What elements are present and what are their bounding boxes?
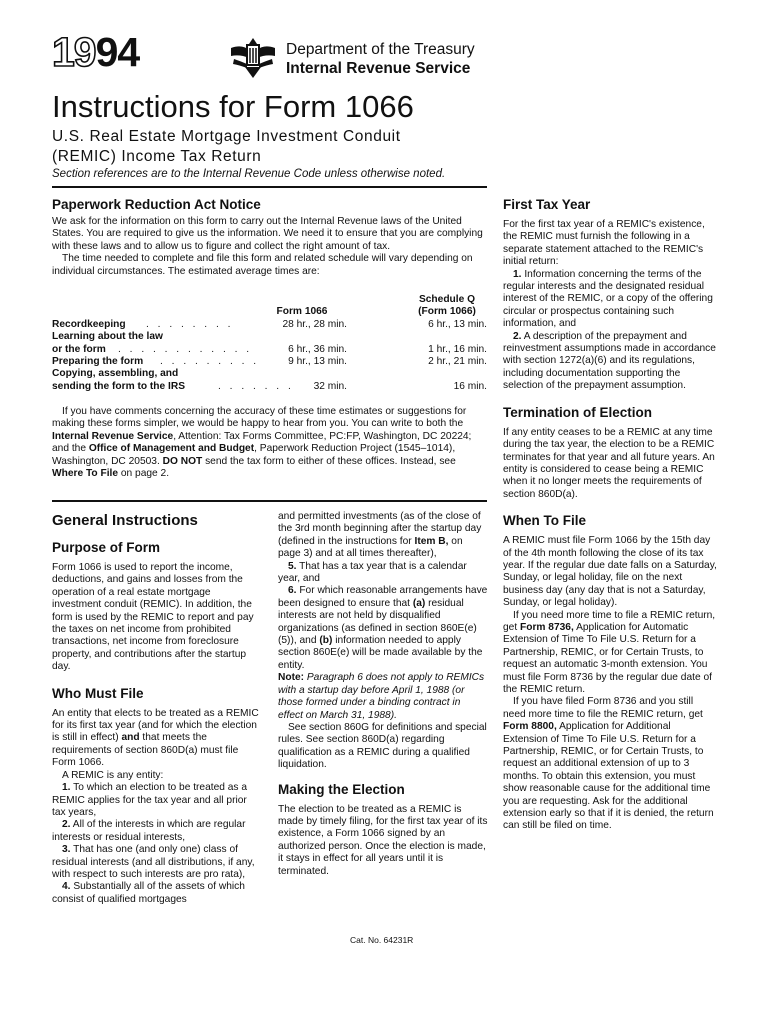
when-to-file-paragraph: A REMIC must file Form 1066 by the 15th day of the 4th month following the close of its tax year. If the regular due date falls on a Saturday, Sunday, or legal holiday, file on the next business day (any day that is not a Saturday, Sunday, or legal holiday). — [503, 535, 717, 609]
form-year: 1994 — [52, 29, 140, 75]
general-instructions-column — [52, 512, 262, 906]
list-item-continuation: and permitted investments (as of the close of the 3rd month beginning after the startup day (defined in the instructions for Item B, on page 3) and at all times thereafter), — [278, 511, 482, 560]
table-row-label-line: Copying, assembling, and — [52, 368, 179, 380]
department-name: Department of the Treasury — [286, 41, 475, 58]
agency-name: Internal Revenue Service — [286, 60, 471, 77]
purpose-heading: Purpose of Form — [52, 540, 161, 555]
making-election-heading: Making the Election — [278, 781, 405, 797]
making-election-paragraph: The election to be treated as a REMIC is made by timely filing, for the first tax year of its existence, a Form 1066 signed by an authorized person. Once the election is made, it stays in effect for all years until it is terminated. — [278, 803, 488, 877]
table-row: sending the form to the IRS . . . . . . . 32 min. 16 min. — [52, 380, 487, 392]
table-row: or the form . . . . . . . . . . . . 6 hr., 36 min. 1 hr., 16 min. — [52, 343, 487, 355]
section-reference-note: Section references are to the Internal Revenue Code unless otherwise noted. — [52, 168, 446, 180]
middle-column — [278, 511, 488, 878]
list-item: 3. That has one (and only one) class of residual interests (and all distributions, if any, with respect to such interests are pro rata), — [52, 844, 255, 880]
list-item: 4. Substantially all of the assets of which consist of qualified mortgages — [52, 881, 245, 905]
extension-paragraph-1: If you need more time to file a REMIC return, get Form 8736, Application for Automatic Extension of Time To File U.S. Return for a Partnership, REMIC, or for Certain Trusts, to request an automatic 3-month extension. You must file Form 8736 by the regular due date of the REMIC return. — [503, 609, 716, 695]
time-estimate-table — [52, 294, 487, 393]
paperwork-paragraph-3: If you have comments concerning the accuracy of these time estimates or suggestions for making these forms simpler, we would be happy to hear from you. You can write to both the Internal Revenue Service, Attention: Tax Forms Committee, PC:FP, Washington, DC 20224; and the Office of Management and Budget, Paperwork Reduction Project (1545–1014), Washington, DC 20503. DO NOT send the tax form to either of these offices. Instead, see Where To File on page 2. — [52, 406, 472, 480]
purpose-paragraph: Form 1066 is used to report the income, deductions, and gains and losses from the operation of a real estate mortgage investment conduit (REMIC). In addition, the form is used by the REMIC to report and pay the taxes on net income from prohibited transactions, net income from foreclosure property, and contributions after the startup day. — [52, 562, 254, 673]
who-must-file-paragraph: An entity that elects to be treated as a REMIC for its first tax year (and for which the election is still in effect) and that meets the requirements of section 860D(a) must file Form 1066. — [52, 707, 259, 769]
form-column-header: Form 1066 — [276, 306, 328, 318]
list-item: 1. Information concerning the terms of the regular interests and the designated residual interest of the REMIC, or a copy of the offering circular or prospectus containing such information, and — [503, 268, 713, 330]
irs-eagle-logo-icon — [228, 34, 278, 80]
right-column — [503, 197, 717, 833]
see-section-paragraph: See section 860G for definitions and special rules. See section 860D(a) regarding qualification as a REMIC during a qualified liquidation. — [278, 721, 487, 771]
list-item: 5. That has a tax year that is a calendar year, and — [278, 560, 467, 585]
first-tax-year-heading: First Tax Year — [503, 197, 591, 212]
header-divider — [52, 186, 487, 188]
schedule-column-header: Schedule Q — [418, 294, 476, 305]
paperwork-heading: Paperwork Reduction Act Notice — [52, 197, 261, 212]
who-must-file-heading: Who Must File — [52, 685, 144, 701]
termination-heading: Termination of Election — [503, 404, 653, 420]
paperwork-comments — [52, 406, 487, 480]
paperwork-paragraph-2: The time needed to complete and file this form and related schedule will vary depending on individual circumstances. The estimated average times are: — [52, 253, 473, 277]
list-item: 2. All of the interests in which are regular interests or residual interests, — [52, 819, 246, 843]
paperwork-paragraph-1: We ask for the information on this form to carry out the Internal Revenue laws of the United States. You are required to give us the information. We need it to ensure that you are complying with these laws and to allow us to figure and collect the right amount of tax. — [52, 216, 483, 252]
table-row: Recordkeeping . . . . . . . . 28 hr., 28 min. 6 hr., 13 min. — [52, 318, 487, 330]
extension-paragraph-2: If you have filed Form 8736 and you still need more time to file the REMIC return, get Form 8800, Application for Additional Extension of Time To File U.S. Return for a Partnership, REMIC, or for Certain Trusts, to request an additional extension of up to 3 months. To obtain this extension, you must show reasonable cause for the additional time you are requesting. Ask for the additional extension early so that if it is denied, the return can still be filed on time. — [503, 696, 714, 832]
schedule-column-header-2: (Form 1066) — [418, 306, 476, 318]
section-divider — [52, 500, 487, 502]
list-item: 6. For which reasonable arrangements have been designed to ensure that (a) residual interests are not held by disqualified organizations (as defined in section 860E(e)(5)), and (b) information needed to apply section 860E(e) will be made available by the entity. — [278, 585, 488, 671]
list-item: 2. A description of the prepayment and reinvestment assumptions made in accordance with section 1272(a)(6) and its regulations, including documentation supporting the selection of the prepayment assumption. — [503, 330, 716, 392]
catalog-number: Cat. No. 64231R — [350, 935, 414, 945]
paperwork-section — [52, 197, 487, 278]
first-tax-year-paragraph: For the first tax year of a REMIC's existence, the REMIC must furnish the following in a separate statement attached to the REMIC's initial return: — [503, 219, 705, 268]
general-instructions-heading: General Instructions — [52, 512, 198, 529]
when-to-file-heading: When To File — [503, 513, 586, 529]
list-item: 1. To which an election to be treated as a REMIC applies for the tax year and all prior tax years, — [52, 782, 248, 818]
page-title: Instructions for Form 1066 — [52, 89, 414, 124]
table-row-label-line: Learning about the law — [52, 331, 163, 343]
termination-paragraph: If any entity ceases to be a REMIC at any time during the tax year, the election to be a REMIC terminates for that year and all future years. An entity is considered to cease being a REMIC when it no longer meets the requirements of section 860D(a). — [503, 426, 715, 500]
note-paragraph: Note: Paragraph 6 does not apply to REMICs with a startup day before April 1, 1988 (or those formed under a binding contract in effect on March 31, 1988). — [278, 672, 485, 721]
form-subtitle: U.S. Real Estate Mortgage Investment Conduit (REMIC) Income Tax Return — [52, 128, 401, 165]
table-row: Preparing the form . . . . . . . . . 9 hr., 13 min. 2 hr., 21 min. — [52, 355, 487, 367]
entity-intro: A REMIC is any entity: — [62, 769, 164, 781]
